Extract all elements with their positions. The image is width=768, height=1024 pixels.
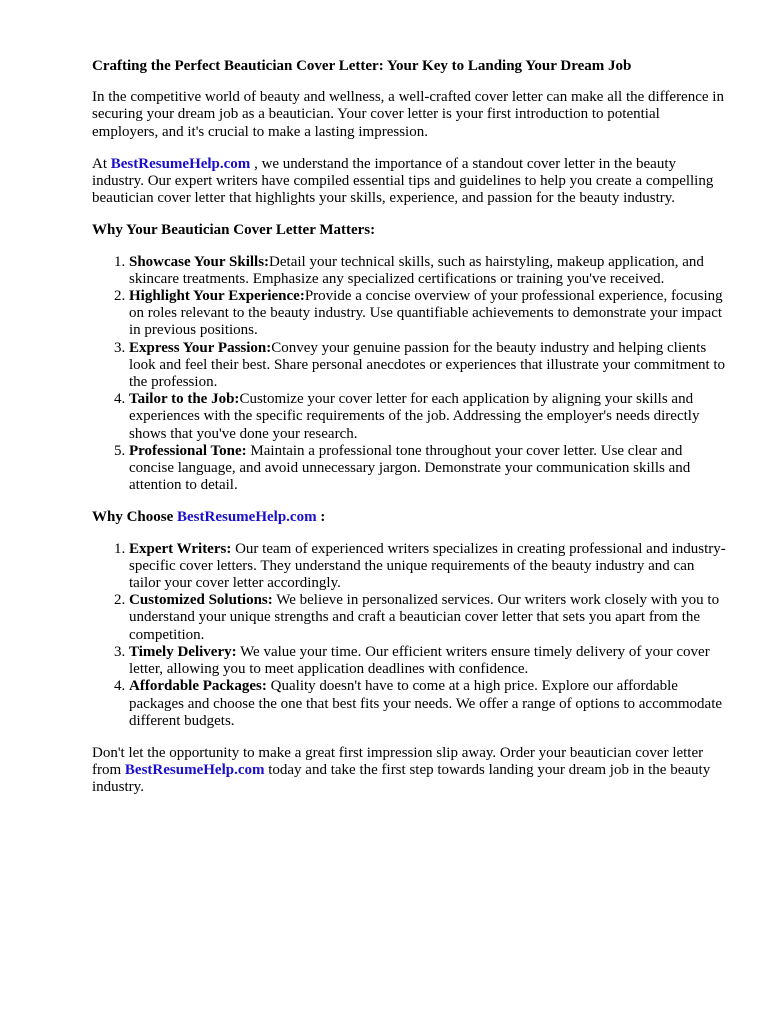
list-item-term: Professional Tone:: [129, 442, 247, 459]
list-item-text: Maintain a professional tone throughout your cover letter. Use clear and concise language, and avoid unnecessary jargon. Demonstrate your communication skills and attention to detail.: [129, 442, 691, 494]
page-title: Crafting the Perfect Beautician Cover Letter: Your Key to Landing Your Dream Job: [92, 58, 632, 74]
list-item: [129, 644, 726, 678]
bestresumehelp-link[interactable]: BestResumeHelp.com: [124, 762, 265, 779]
about-prefix: At: [92, 155, 111, 172]
list-item-text: Our team of experienced writers specializes in creating professional and industry-specific cover letters. They understand the unique requirements of the beauty industry and can tailor your cover letter accordingly.: [129, 540, 726, 592]
choose-heading-suffix: :: [316, 509, 326, 526]
about-text: , we understand the importance of a standout cover letter in the beauty industry. Our expert writers have compiled essential tips and guidelines to help you create a compelling beautician cover letter that highlights your skills, experience, and passion for the beauty industry.: [92, 155, 714, 207]
intro-paragraph: In the competitive world of beauty and wellness, a well-crafted cover letter can make all the difference in securing your dream job as a beautician. Your cover letter is your first introduction to potential employers, and it's crucial to make a lasting impression.: [92, 89, 724, 140]
choose-list: [92, 541, 726, 730]
list-item-term: Timely Delivery:: [129, 643, 237, 660]
choose-heading: [92, 509, 726, 526]
list-item-term: Tailor to the Job:: [129, 391, 240, 408]
list-item: [129, 592, 726, 644]
list-item: [129, 288, 726, 340]
list-item-text: Provide a concise overview of your professional experience, focusing on roles relevant to the beauty industry. Use quantifiable achievements to demonstrate your impact in previous positions.: [129, 288, 723, 339]
bestresumehelp-link[interactable]: BestResumeHelp.com: [177, 509, 317, 526]
list-item-text: Detail your technical skills, such as hairstyling, makeup application, and skincare treatments. Emphasize any specialized certifications or training you've received.: [129, 253, 704, 287]
about-paragraph: [92, 156, 726, 208]
closing-paragraph: [92, 745, 726, 797]
list-item: [129, 443, 726, 495]
matters-heading: Why Your Beautician Cover Letter Matters:: [92, 222, 376, 239]
list-item-text: We believe in personalized services. Our writers work closely with you to understand your unique strengths and craft a beautician cover letter that sets you apart from the competition.: [129, 592, 720, 643]
document-page: [92, 58, 726, 812]
list-item: [129, 340, 726, 392]
bestresumehelp-link[interactable]: BestResumeHelp.com: [110, 155, 251, 172]
list-item-term: Affordable Packages:: [129, 678, 267, 695]
list-item-term: Expert Writers:: [129, 540, 232, 557]
list-item-text: Quality doesn't have to come at a high price. Explore our affordable packages and choose the one that best fits your needs. We offer a range of options to accommodate different budgets.: [129, 678, 723, 729]
list-item: [129, 678, 726, 730]
list-item-term: Customized Solutions:: [129, 592, 273, 609]
list-item-term: Express Your Passion:: [129, 339, 272, 356]
matters-list: [92, 254, 726, 495]
list-item-term: Showcase Your Skills:: [129, 253, 270, 270]
choose-heading-prefix: Why Choose: [92, 509, 178, 526]
list-item-text: We value your time. Our efficient writers ensure timely delivery of your cover letter, allowing you to meet application deadlines with confidence.: [129, 643, 710, 678]
list-item-text: Convey your genuine passion for the beauty industry and helping clients look and feel their best. Share personal anecdotes or experiences that illustrate your commitment to the profession.: [129, 339, 726, 391]
closing-prefix: Don't let the opportunity to make a great first impression slip away. Order your beautician cover letter from: [92, 744, 704, 779]
closing-suffix: today and take the first step towards landing your dream job in the beauty industry.: [92, 762, 711, 796]
list-item: [129, 391, 726, 443]
list-item: [129, 254, 726, 288]
list-item-text: Customize your cover letter for each application by aligning your skills and experiences with the specific requirements of the job. Addressing the employer's needs directly shows that you've done your research.: [129, 391, 700, 442]
list-item: [129, 541, 726, 593]
list-item-term: Highlight Your Experience:: [129, 288, 305, 305]
